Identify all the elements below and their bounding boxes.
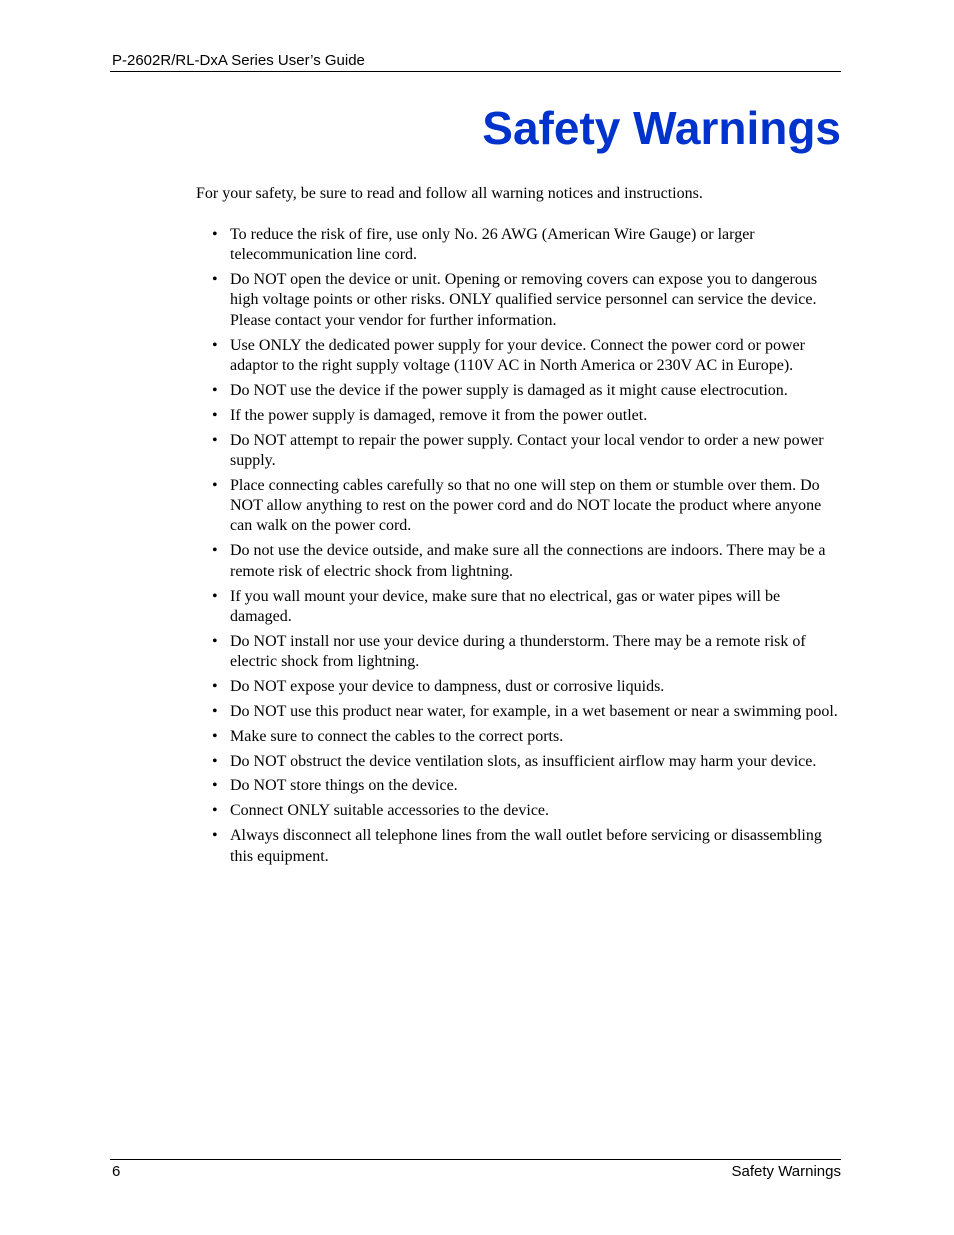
warning-item [196,587,844,628]
warning-text: If the power supply is damaged, remove it from the power outlet. [230,406,648,424]
bullet-icon: • [212,632,218,650]
warning-item [196,727,844,747]
footer-divider [110,1159,841,1160]
warning-item [196,476,844,537]
warning-item [196,431,844,472]
warning-text: Do NOT expose your device to dampness, dust or corrosive liquids. [230,677,665,695]
warning-text: Do NOT attempt to repair the power supply. Contact your local vendor to order a new power supply. [230,431,824,469]
warning-item [196,776,844,796]
warning-item [196,826,844,867]
running-header: P-2602R/RL-DxA Series User’s Guide [112,52,365,69]
bullet-icon: • [212,802,218,820]
warning-item [196,381,844,401]
warning-item [196,541,844,582]
warning-text: To reduce the risk of fire, use only No. 26 AWG (American Wire Gauge) or larger telecommunication line cord. [230,226,755,264]
warning-text: Use ONLY the dedicated power supply for your device. Connect the power cord or power adaptor to the right supply voltage (110V AC in North America or 230V AC in Europe). [230,336,805,374]
warning-text: Do NOT obstruct the device ventilation slots, as insufficient airflow may harm your device. [230,752,817,770]
bullet-icon: • [212,702,218,720]
warning-text: Do not use the device outside, and make sure all the connections are indoors. There may be a remote risk of electric shock from lightning. [230,542,826,580]
page-number: 6 [112,1163,121,1180]
warning-text: Make sure to connect the cables to the correct ports. [230,727,564,745]
bullet-icon: • [212,752,218,770]
bullet-icon: • [212,587,218,605]
bullet-icon: • [212,542,218,560]
bullet-icon: • [212,271,218,289]
bullet-icon: • [212,381,218,399]
warning-item [196,225,844,266]
warning-text: Do NOT open the device or unit. Opening or removing covers can expose you to dangerous high voltage points or other risks. ONLY qualified service personnel can service the device. Please contact your vendor for further information. [230,271,818,329]
warning-item [196,801,844,821]
bullet-icon: • [212,336,218,354]
warning-item [196,406,844,426]
warning-text: Do NOT use this product near water, for example, in a wet basement or near a swimming pool. [230,702,838,720]
warning-text: Do NOT install nor use your device during a thunderstorm. There may be a remote risk of electric shock from lightning. [230,632,806,670]
bullet-icon: • [212,727,218,745]
warning-text: Do NOT store things on the device. [230,777,458,795]
bullet-icon: • [212,431,218,449]
footer-section-name: Safety Warnings [731,1163,841,1180]
warning-text: Place connecting cables carefully so that no one will step on them or stumble over them. Do NOT allow anything to rest on the power cord and do NOT locate the product where anyone can walk on the power cord. [230,476,822,535]
intro-paragraph: For your safety, be sure to read and follow all warning notices and instructions. [196,185,703,202]
bullet-icon: • [212,226,218,243]
warning-item [196,270,844,331]
page-title: Safety Warnings [482,102,841,154]
warning-item [196,677,844,697]
warning-text: Do NOT use the device if the power supply is damaged as it might cause electrocution. [230,381,788,399]
warning-text: Connect ONLY suitable accessories to the device. [230,802,550,820]
warning-item [196,336,844,377]
warning-item [196,632,844,673]
bullet-icon: • [212,476,218,494]
warning-item [196,702,844,722]
warning-text: Always disconnect all telephone lines from the wall outlet before servicing or disassembling this equipment. [230,827,822,865]
warning-item [196,752,844,772]
bullet-icon: • [212,406,218,424]
bullet-icon: • [212,677,218,695]
warning-text: If you wall mount your device, make sure that no electrical, gas or water pipes will be damaged. [230,587,781,625]
safety-warnings-list [196,225,844,871]
header-divider [110,71,841,72]
bullet-icon: • [212,777,218,795]
bullet-icon: • [212,827,218,845]
